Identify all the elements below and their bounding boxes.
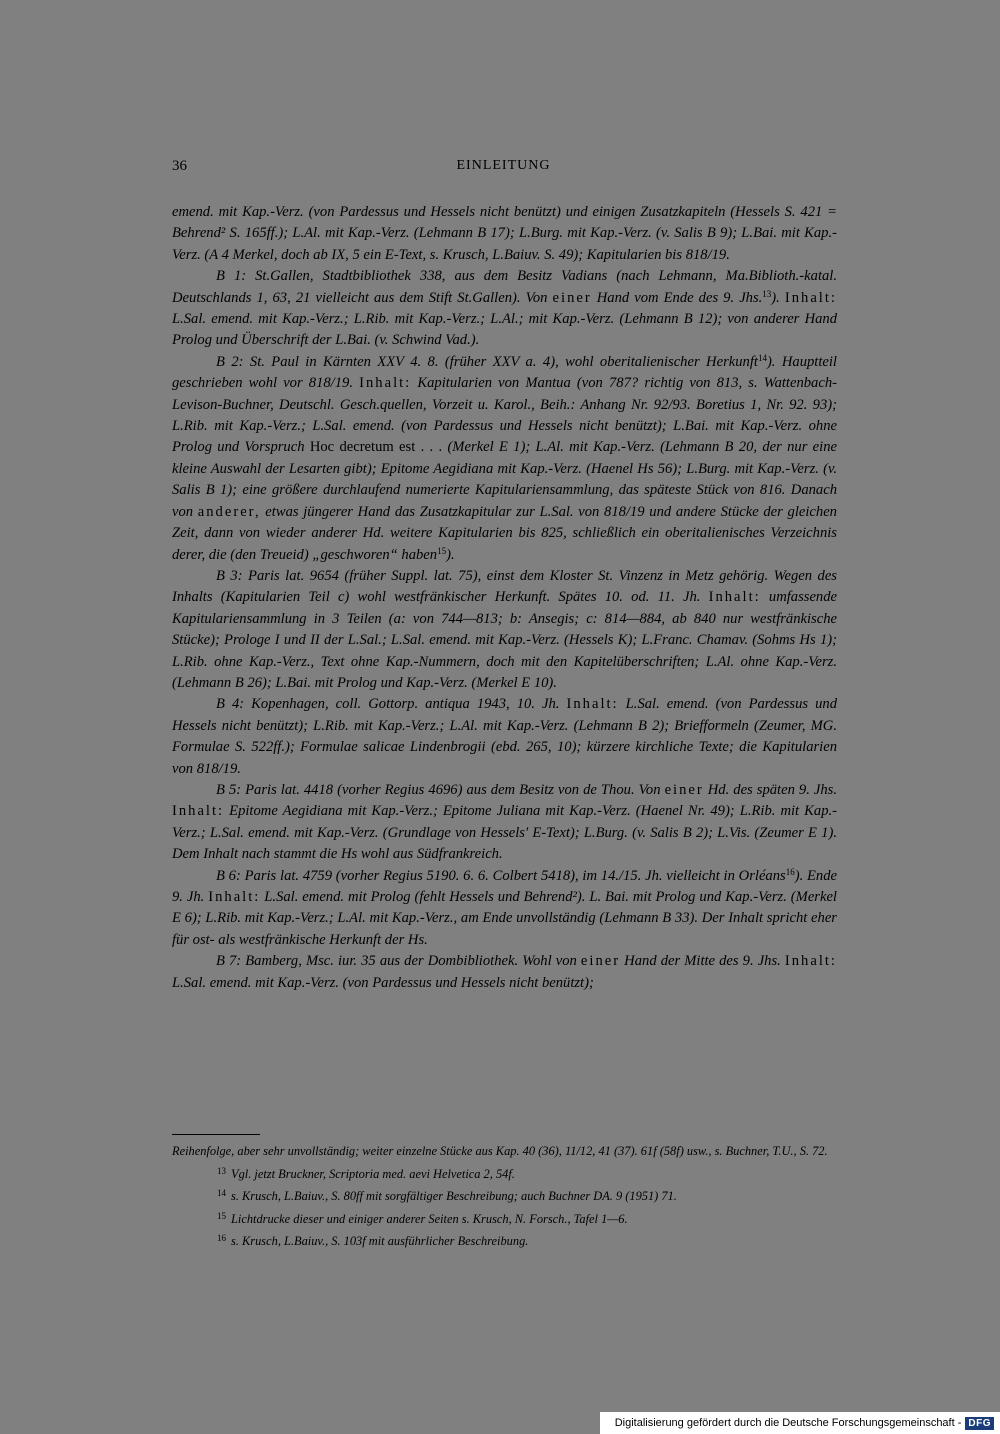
paragraph-b5: B 5: Paris lat. 4418 (vorher Regius 4696) aus dem Besitz von de Thou. Von einer Hd. des späten 9. Jhs. Inhalt: Epitome Aegidiana mit Kap.-Verz.; Epitome Juliana mit Kap.-Verz. (Haenel Nr. 49); L.Rib. mit Kap.-Verz.; L.Sal. emend. mit Kap.-Verz. (Grundlage von Hessels' E-Text); L.Burg. (v. Salis B 2); L.Vis. (Zeumer E 1). Dem Inhalt nach stammt die Hs wohl aus Südfrankreich. xyxy=(172,781,837,863)
footnote-continuation: Reihenfolge, aber sehr unvollständig; weiter einzelne Stücke aus Kap. 40 (36), 11/12, 41 (37). 61f (58f) usw., s. Buchner, T.U., S. 72. xyxy=(172,1144,828,1158)
running-title: EINLEITUNG xyxy=(456,158,551,173)
footnote-ref: 14 xyxy=(757,352,767,363)
page-header xyxy=(172,158,835,182)
footnote-divider xyxy=(172,1134,260,1135)
paragraph-b2: B 2: St. Paul in Kärnten XXV 4. 8. (früher XXV a. 4), wohl oberitalienischer Herkunft$^{14}$). Hauptteil geschrieben wohl vor 818/19. Inhalt: Kapitularien von Mantua (von 787? richtig von 813, s. Wattenbach-Levison-Buchner, Deutschl. Gesch.quellen, Vorzeit u. Karol., Beih.: Anhang Nr. 92/93. Boretius 1, Nr. 92. 93); L.Rib. mit Kap.-Verz.; L.Sal. emend. (von Pardessus und Hessels nicht benützt); L.Bai. mit Kap.-Verz. ohne Prolog und Vorspruch Hoc decretum est . . . (Merkel E 1); L.Al. mit Kap.-Verz. (Lehmann B 20, der nur eine kleine Auswahl der Lesarten gibt); Epitome Aegidiana mit Kap.-Verz. (Haenel Hs 56); L.Burg. mit Kap.-Verz. (v. Salis B 1); eine größere durchlaufend numerierte Kapitulariensammlung, das späteste Stück von 816. Danach von anderer, etwas jüngerer Hand das Zusatzkapitular zur L.Sal. von 818/19 und andere Stücke der gleichen Zeit, dann von wieder anderer Hd. weitere Kapitularien bis 825, schließlich ein oberitalienisches Verzeichnis derer, die (den Treueid) „geschworen“ haben$^{15}$). xyxy=(172,352,837,563)
page-number: 36 xyxy=(172,158,187,174)
paragraph-b7: B 7: Bamberg, Msc. iur. 35 aus der Dombibliothek. Wohl von einer Hand der Mitte des 9. Jhs. Inhalt: L.Sal. emend. mit Kap.-Verz. (von Pardessus und Hessels nicht benützt); xyxy=(172,953,837,991)
paragraph-b6: B 6: Paris lat. 4759 (vorher Regius 5190. 6. 6. Colbert 5418), im 14./15. Jh. vielleicht in Orléans$^{16}$). Ende 9. Jh. Inhalt: L.Sal. emend. mit Prolog (fehlt Hessels und Behrend²). L. Bai. mit Prolog und Kap.-Verz. (Merkel E 6); L.Rib. mit Kap.-Verz.; L.Al. mit Kap.-Verz., am Ende unvollständig (Lehmann B 33). Der Inhalt spricht eher für ost- als westfränkische Herkunft der Hs. xyxy=(172,866,837,948)
footnotes xyxy=(172,1142,837,1252)
dfg-logo: DFG xyxy=(965,1417,994,1430)
paragraph-continuation: emend. mit Kap.-Verz. (von Pardessus und Hessels nicht benützt) und einigen Zusatzkapiteln (Hessels S. 421 = Behrend² S. 165ff.); L.Al. mit Kap.-Verz. (Lehmann B 17); L.Burg. mit Kap.-Verz. (v. Salis B 9); L.Bai. mit Kap.-Verz. (A 4 Merkel, doch ab IX, 5 ein E-Text, s. Krusch, L.Baiuv. S. 49); Kapitularien bis 818/19. xyxy=(172,204,837,263)
footer-text: Digitalisierung gefördert durch die Deutsche Forschungsgemeinschaft - xyxy=(614,1417,962,1429)
paragraph-b4: B 4: Kopenhagen, coll. Gottorp. antiqua 1943, 10. Jh. Inhalt: L.Sal. emend. (von Pardessus und Hessels nicht benützt); L.Rib. mit Kap.-Verz.; L.Al. mit Kap.-Verz. (Lehmann B 2); Briefformeln (Zeumer, MG. Formulae S. 522ff.); Formulae salicae Lindenbrogii (ebd. 265, 10); kürzere kirchliche Texte; die Kapitularien von 818/19. xyxy=(172,696,837,777)
footnote-ref: 13 xyxy=(762,288,772,299)
footnote-13: $^{13}$ Vgl. jetzt Bruckner, Scriptoria med. aevi Helvetica 2, 54f. xyxy=(217,1165,515,1181)
footnote-15: $^{15}$ Lichtdrucke dieser und einiger anderer Seiten s. Krusch, N. Forsch., Tafel 1—6. xyxy=(217,1210,628,1226)
footnote-ref: 15 xyxy=(437,545,447,556)
dfg-footer xyxy=(600,1412,1000,1434)
paragraph-b3: B 3: Paris lat. 9654 (früher Suppl. lat. 75), einst dem Kloster St. Vinzenz in Metz gehörig. Wegen des Inhalts (Kapitularien Teil c) wohl westfränkischer Herkunft. Spätes 10. od. 11. Jh. Inhalt: umfassende Kapitulariensammlung in 3 Teilen (a: von 744—813; b: Ansegis; c: 814—884, ab 840 nur westfränkische Stücke); Prologe I und II der L.Sal.; L.Sal. emend. mit Kap.-Verz. (Hessels K); L.Franc. Chamav. (Sohms Hs 1); L.Rib. ohne Kap.-Verz., Text ohne Kap.-Nummern, doch mit den Kapitelüberschriften; L.Al. ohne Kap.-Verz. (Lehmann B 26); L.Bai. mit Prolog und Kap.-Verz. (Merkel E 10). xyxy=(172,567,837,691)
footnote-ref: 16 xyxy=(785,866,795,877)
main-text xyxy=(172,202,837,994)
footnote-16: $^{16}$ s. Krusch, L.Baiuv., S. 103f mit ausführlicher Beschreibung. xyxy=(217,1233,529,1249)
footnote-14: $^{14}$ s. Krusch, L.Baiuv., S. 80ff mit sorgfältiger Beschreibung; auch Buchner DA. 9 (1951) 71. xyxy=(217,1188,677,1204)
paragraph-b1: B 1: St.Gallen, Stadtbibliothek 338, aus dem Besitz Vadians (nach Lehmann, Ma.Biblioth.-katal. Deutschlands 1, 63, 21 vielleicht aus dem Stift St.Gallen). Von einer Hand vom Ende des 9. Jhs.$^{13}$). Inhalt: L.Sal. emend. mit Kap.-Verz.; L.Rib. mit Kap.-Verz.; L.Al.; mit Kap.-Verz. (Lehmann B 12); von anderer Hand Prolog und Überschrift der L.Bai. (v. Schwind Vad.). xyxy=(172,268,837,349)
